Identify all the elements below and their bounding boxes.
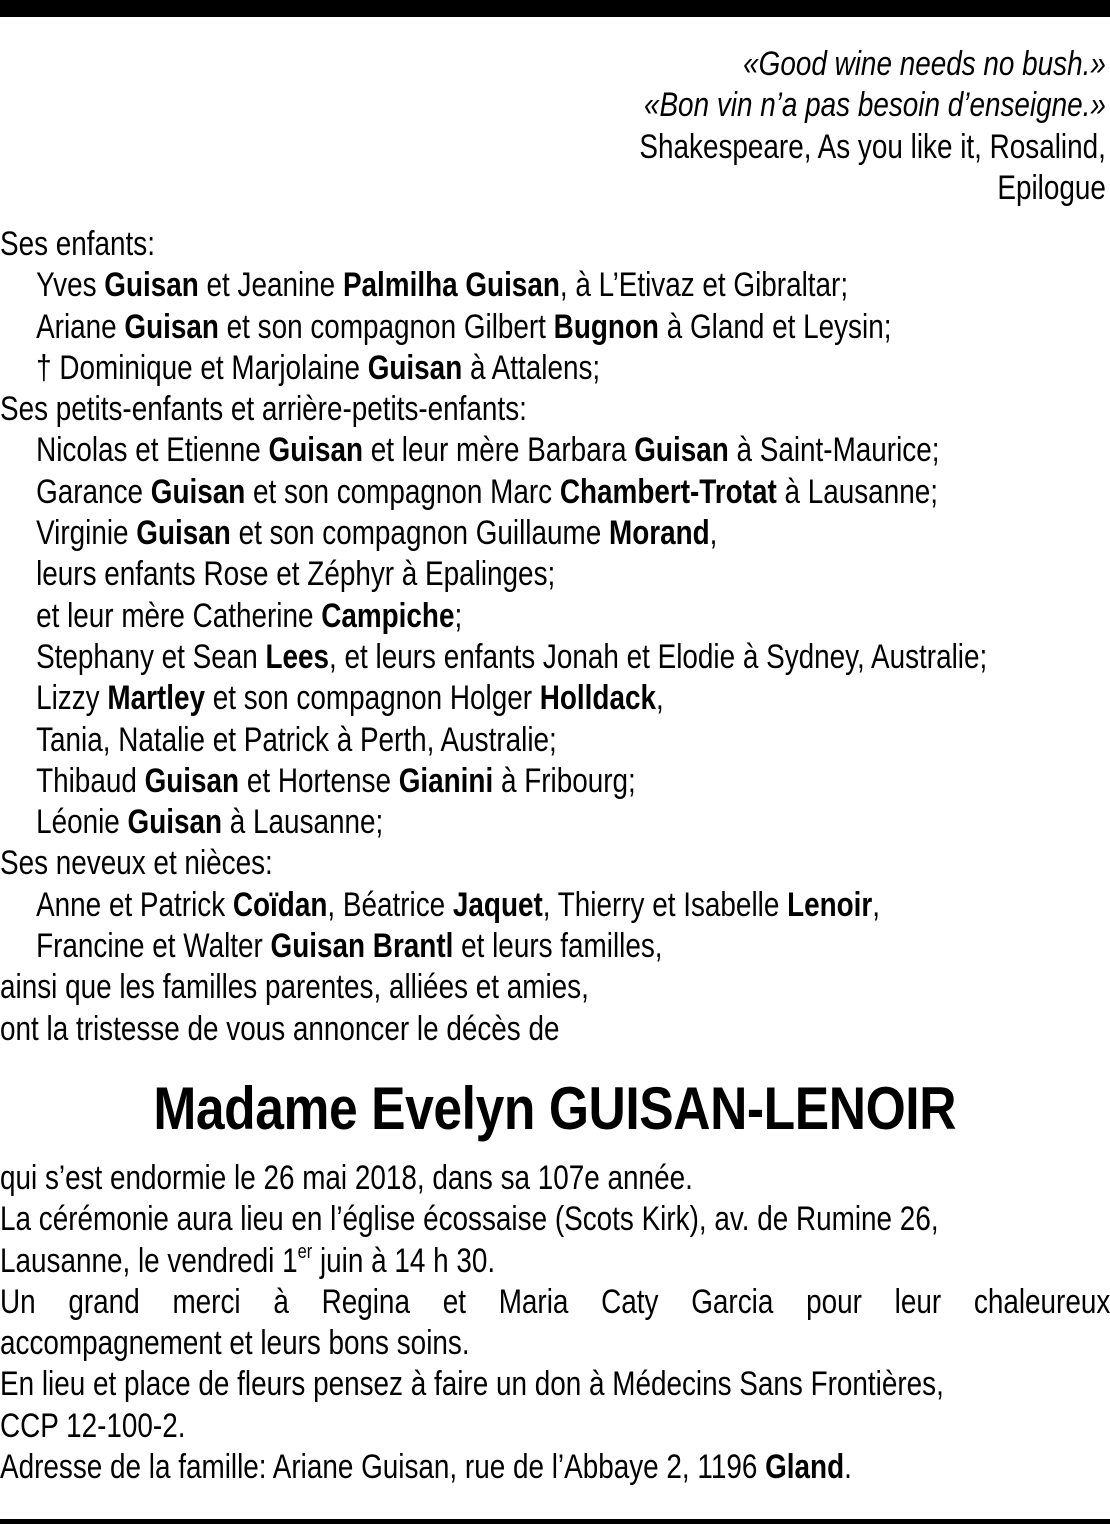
top-rule	[0, 0, 1110, 17]
name-text: et son compagnon Guillaume	[230, 514, 609, 553]
name-text: Francine et Walter	[36, 927, 271, 966]
ceremony-date	[0, 1241, 1110, 1282]
surname: Morand	[608, 514, 710, 553]
name-text: Nicolas et Etienne	[36, 431, 269, 470]
child-entry	[0, 348, 1110, 389]
quote-line-french: «Bon vin n’a pas besoin d’enseigne.»	[644, 86, 1106, 125]
grandchildren-heading: Ses petits-enfants et arrière-petits-enfants:	[0, 390, 527, 429]
grandchild-entry	[0, 678, 1110, 719]
quote-attribution: Shakespeare, As you like it, Rosalind,	[639, 127, 1106, 166]
surname: Lenoir	[787, 885, 873, 924]
family-address-end: .	[844, 1448, 852, 1487]
surname: Martley	[107, 679, 205, 718]
ceremony-time: juin à 14 h 30.	[312, 1241, 496, 1280]
thanks-line: Un grand merci à Regina et Maria Caty Garcia pour leur chaleureux	[0, 1282, 1110, 1321]
surname: Guisan	[104, 266, 199, 305]
name-text: à Attalens;	[462, 348, 601, 387]
name-text: à Gland et Leysin;	[658, 307, 892, 346]
surname: Chambert-Trotat	[559, 472, 777, 511]
name-text: à Fribourg;	[493, 761, 636, 800]
name-text: et son compagnon Marc	[245, 472, 560, 511]
ceremony-date-text: Lausanne, le vendredi 1	[0, 1241, 298, 1280]
child-entry	[0, 307, 1110, 348]
surname: Guisan	[136, 514, 231, 553]
children-heading: Ses enfants:	[0, 225, 155, 263]
name-text: Anne et Patrick	[36, 885, 233, 924]
family-address	[0, 1447, 1110, 1488]
name-text: à Lausanne;	[776, 472, 938, 511]
deceased-name	[0, 1074, 1110, 1144]
surname: Guisan	[124, 307, 219, 346]
surname: Guisan	[367, 348, 463, 387]
surname: Guisan	[634, 431, 729, 470]
quote-attribution-end: Epilogue	[997, 168, 1106, 207]
grandchild-entry	[0, 472, 1110, 513]
name-text: Ariane	[36, 307, 125, 346]
closing-families: ainsi que les familles parentes, alliées et amies,	[0, 968, 589, 1007]
name-text: , et leurs enfants Jonah et Elodie à Sydney, Australie;	[329, 637, 988, 676]
name-text: à Saint-Maurice;	[728, 431, 940, 470]
surname: Holldack	[539, 679, 656, 718]
name-text: Lizzy	[36, 679, 108, 718]
name-text: Garance	[36, 472, 151, 511]
name-text: et leur mère Catherine	[36, 596, 322, 635]
family-list	[0, 224, 1110, 1050]
grandchild-entry	[0, 596, 1110, 637]
bottom-rule	[0, 1519, 1110, 1524]
name-text: , à L’Etivaz et Gibraltar;	[559, 266, 849, 305]
donation-line: En lieu et place de fleurs pensez à faire un don à Médecins Sans Frontières,	[0, 1365, 944, 1404]
surname: Guisan	[268, 431, 364, 470]
grandchild-entry	[0, 513, 1110, 554]
family-address-city: Gland	[765, 1448, 845, 1487]
family-address-text: Adresse de la famille: Ariane Guisan, rue de l’Abbaye 2, 1196	[0, 1448, 766, 1487]
name-text: Virginie	[36, 514, 137, 553]
grandchild-entry	[0, 802, 1110, 843]
thanks-line-end: accompagnement et leurs bons soins.	[0, 1324, 470, 1363]
name-text: † Dominique et Marjolaine	[36, 348, 368, 387]
name-text: , Béatrice	[327, 885, 453, 924]
name-text: Yves	[36, 266, 105, 305]
donation-account: CCP 12-100-2.	[0, 1406, 186, 1445]
epigraph-quote	[0, 44, 1106, 209]
grandchild-entry	[0, 761, 1110, 802]
surname: Palmilha Guisan	[342, 266, 560, 305]
child-entry	[0, 265, 1110, 306]
surname: Campiche	[321, 596, 455, 635]
name-text: , Thierry et Isabelle	[542, 885, 788, 924]
name-text: ;	[454, 596, 463, 635]
ceremony-place: La cérémonie aura lieu en l’église écossaise (Scots Kirk), av. de Rumine 26,	[0, 1200, 939, 1239]
name-text: ,	[655, 679, 664, 718]
ceremony-details	[0, 1158, 1110, 1488]
grandchild-entry	[0, 720, 1110, 761]
name-text: Thibaud	[36, 761, 145, 800]
closing-announcement: ont la tristesse de vous annoncer le décès de	[0, 1009, 560, 1048]
deceased-name-text: Madame Evelyn GUISAN-LENOIR	[153, 1075, 957, 1142]
name-text: Tania, Natalie et Patrick à Perth, Australie;	[36, 720, 557, 759]
nephews-heading: Ses neveux et nièces:	[0, 844, 273, 883]
grandchild-entry	[0, 637, 1110, 678]
name-text: à Lausanne;	[222, 803, 384, 842]
passing-date: qui s’est endormie le 26 mai 2018, dans sa 107e année.	[0, 1159, 693, 1197]
name-text: et leur mère Barbara	[363, 431, 635, 470]
nephew-entry	[0, 926, 1110, 967]
surname: Guisan	[144, 761, 240, 800]
name-text: et Jeanine	[198, 266, 343, 305]
surname: Guisan	[150, 472, 246, 511]
grandchild-entry	[0, 554, 1110, 595]
name-text: et son compagnon Holger	[204, 679, 540, 718]
surname: Coïdan	[232, 885, 328, 924]
quote-line-english: «Good wine needs no bush.»	[743, 45, 1106, 83]
name-text: Stephany et Sean	[36, 637, 266, 676]
name-text: et son compagnon Gilbert	[218, 307, 554, 346]
name-text: Léonie	[36, 803, 128, 842]
name-text: et leurs familles,	[453, 927, 663, 966]
surname: Gianini	[398, 761, 494, 800]
name-text: ,	[872, 885, 881, 924]
surname: Lees	[265, 637, 330, 676]
grandchild-entry	[0, 430, 1110, 471]
surname: Bugnon	[553, 307, 659, 346]
surname: Guisan Brantl	[270, 927, 454, 966]
ordinal-suffix: er	[297, 1240, 313, 1263]
surname: Jaquet	[452, 885, 543, 924]
name-text: leurs enfants Rose et Zéphyr à Epalinges;	[36, 555, 556, 594]
name-text: ,	[709, 514, 718, 553]
surname: Guisan	[127, 803, 223, 842]
name-text: et Hortense	[239, 761, 399, 800]
nephew-entry	[0, 885, 1110, 926]
